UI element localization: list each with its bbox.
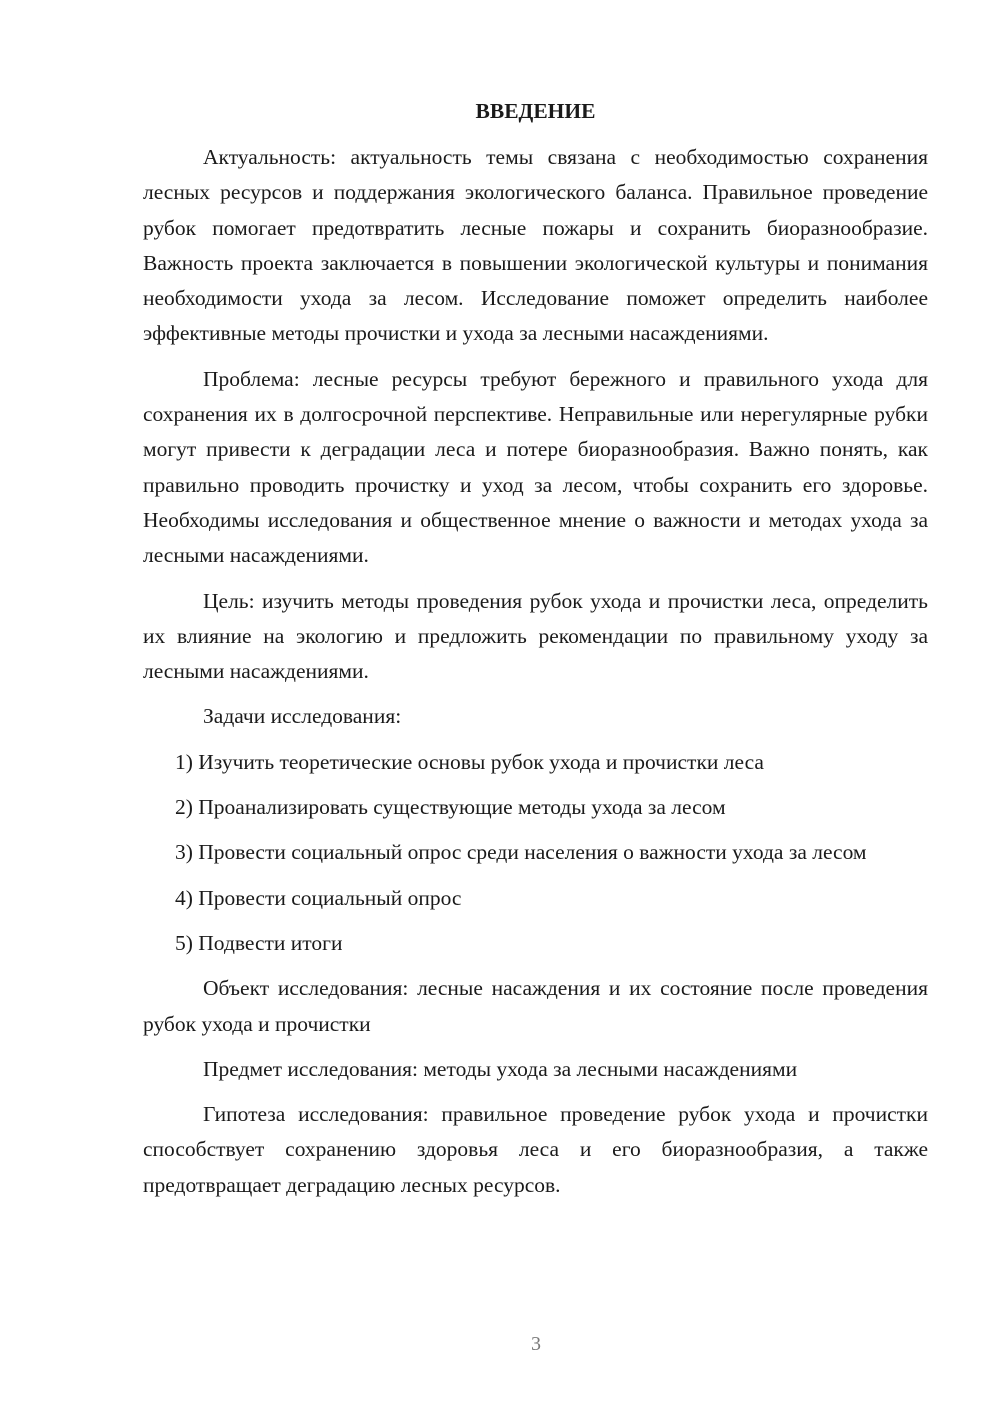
task-item-1: 1) Изучить теоретические основы рубок ухода и прочистки леса — [175, 749, 764, 774]
page-number: 3 — [531, 1333, 541, 1355]
document-body — [143, 96, 928, 1213]
task-item-3: 3) Провести социальный опрос среди населения о важности ухода за лесом — [175, 840, 867, 865]
section-title: ВВЕДЕНИЕ — [475, 99, 596, 123]
object-paragraph: Объект исследования: лесные насаждения и их состояние после проведения рубок ухода и прочистки — [143, 976, 928, 1036]
problem-paragraph: Проблема: лесные ресурсы требуют бережного и правильного ухода для сохранения их в долгосрочной перспективе. Неправильные или нерегулярные рубки могут привести к деградации леса и потере биоразнообразия. Важно понять, как правильно проводить прочистку и уход за лесом, чтобы сохранить его здоровье. Необходимы исследования и общественное мнение о важности и методах ухода за лесными насаждениями. — [143, 366, 928, 568]
tasks-heading: Задачи исследования: — [203, 704, 402, 729]
goal-paragraph: Цель: изучить методы проведения рубок ухода и прочистки леса, определить их влияние на экологию и предложить рекомендации по правильному уходу за лесными насаждениями. — [143, 588, 928, 684]
hypothesis-paragraph: Гипотеза исследования: правильное проведение рубок ухода и прочистки способствует сохранению здоровья леса и его биоразнообразия, а также предотвращает деградацию лесных ресурсов. — [143, 1102, 928, 1197]
subject-paragraph: Предмет исследования: методы ухода за лесными насаждениями — [203, 1056, 798, 1081]
task-item-2: 2) Проанализировать существующие методы ухода за лесом — [175, 795, 726, 820]
task-item-4: 4) Провести социальный опрос — [175, 885, 462, 910]
task-item-5: 5) Подвести итоги — [175, 930, 343, 955]
relevance-paragraph: Актуальность: актуальность темы связана с необходимостью сохранения лесных ресурсов и поддержания экологического баланса. Правильное проведение рубок помогает предотвратить лесные пожары и сохранить биоразнообразие. Важность проекта заключается в повышении экологической культуры и понимания необходимости ухода за лесом. Исследование поможет определить наиболее эффективные методы прочистки и ухода за лесными насаждениями. — [143, 145, 928, 346]
